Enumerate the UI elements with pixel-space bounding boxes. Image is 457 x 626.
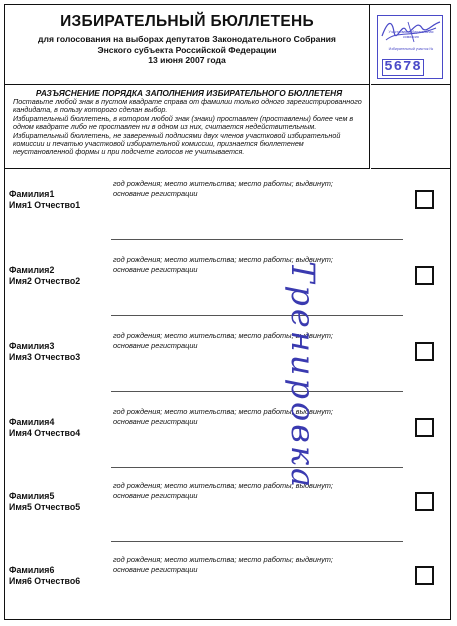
candidate-given-names: Имя2 Отчество2 [9,276,81,286]
stamp-commission-text: Участковая избирательная комиссия [388,30,434,39]
stamp-precinct-number: 5678 [382,59,424,76]
vote-checkbox-3[interactable] [415,342,434,361]
ballot-header [5,5,370,85]
candidate-surname: Фамилия5 [9,491,55,501]
candidate-row-5 [5,473,450,548]
candidate-row-3 [5,323,450,398]
commission-stamp [377,15,443,79]
candidate-given-names: Имя1 Отчество1 [9,200,81,210]
ballot-title: ИЗБИРАТЕЛЬНЫЙ БЮЛЛЕТЕНЬ [60,13,314,30]
ballot-subtitle-1: для голосования на выборах депутатов Законодательного Собрания [38,34,336,44]
candidate-surname: Фамилия4 [9,417,55,427]
instructions-title: РАЗЪЯСНЕНИЕ ПОРЯДКА ЗАПОЛНЕНИЯ ИЗБИРАТЕЛЬНОГО БЮЛЛЕТЕНЯ [35,88,343,98]
ballot-date: 13 июня 2007 года [148,55,226,65]
handwritten-text: Тренировка [284,261,322,491]
row-divider [111,541,403,542]
vote-checkbox-6[interactable] [415,566,434,585]
ballot-subtitle-2: Энского субъекта Российской Федерации [97,44,277,55]
candidate-row-6 [5,547,450,622]
handwritten-word [270,255,330,535]
candidate-info: год рождения; место жительства; место работы; выдвинут; основание регистрации [113,331,333,350]
candidate-info: год рождения; место жительства; место работы; выдвинут; основание регистрации [113,407,333,426]
stamp-cell [371,5,450,85]
instructions-paragraph-3: Избирательный бюллетень, не заверенный подписями двух членов участковой избирательной комиссии и печатью участковой избирательной комиссии, признается бюллетенем неустановленной формы и при подсчете голосов не учитывается. [13,130,341,157]
instructions-paragraph-2: Избирательный бюллетень, в котором любой знак (знаки) проставлен (проставлены) более чем в одном квадрате либо не проставлен ни в одном из них, считается недействительным. [13,113,354,132]
candidate-info: год рождения; место жительства; место работы; выдвинут; основание регистрации [113,179,333,198]
vote-checkbox-4[interactable] [415,418,434,437]
candidate-row-2 [5,247,450,322]
candidate-row-4 [5,399,450,474]
candidate-given-names: Имя5 Отчество5 [9,502,81,512]
vote-checkbox-5[interactable] [415,492,434,511]
candidate-info: год рождения; место жительства; место работы; выдвинут; основание регистрации [113,481,333,500]
candidate-info: год рождения; место жительства; место работы; выдвинут; основание регистрации [113,555,333,574]
candidate-info: год рождения; место жительства; место работы; выдвинут; основание регистрации [113,255,333,274]
candidate-given-names: Имя3 Отчество3 [9,352,81,362]
instructions-block [5,85,370,169]
row-divider [111,315,403,316]
candidate-row-1 [5,171,450,246]
candidate-given-names: Имя6 Отчество6 [9,576,81,586]
candidate-surname: Фамилия3 [9,341,55,351]
row-divider [111,239,403,240]
vote-checkbox-2[interactable] [415,266,434,285]
candidate-surname: Фамилия6 [9,565,55,575]
candidate-surname: Фамилия2 [9,265,55,275]
stamp-precinct-text: Избирательный участок № [388,47,434,51]
instructions-side-cell [371,85,450,169]
instructions-paragraph-1: Поставьте любой знак в пустом квадрате справа от фамилии только одного зарегистрированного кандидата, в пользу которого сделан выбор. [13,97,362,115]
row-divider [111,467,403,468]
ballot-sheet [4,4,451,620]
candidate-surname: Фамилия1 [9,189,55,199]
row-divider [111,391,403,392]
candidate-given-names: Имя4 Отчество4 [9,428,81,438]
vote-checkbox-1[interactable] [415,190,434,209]
